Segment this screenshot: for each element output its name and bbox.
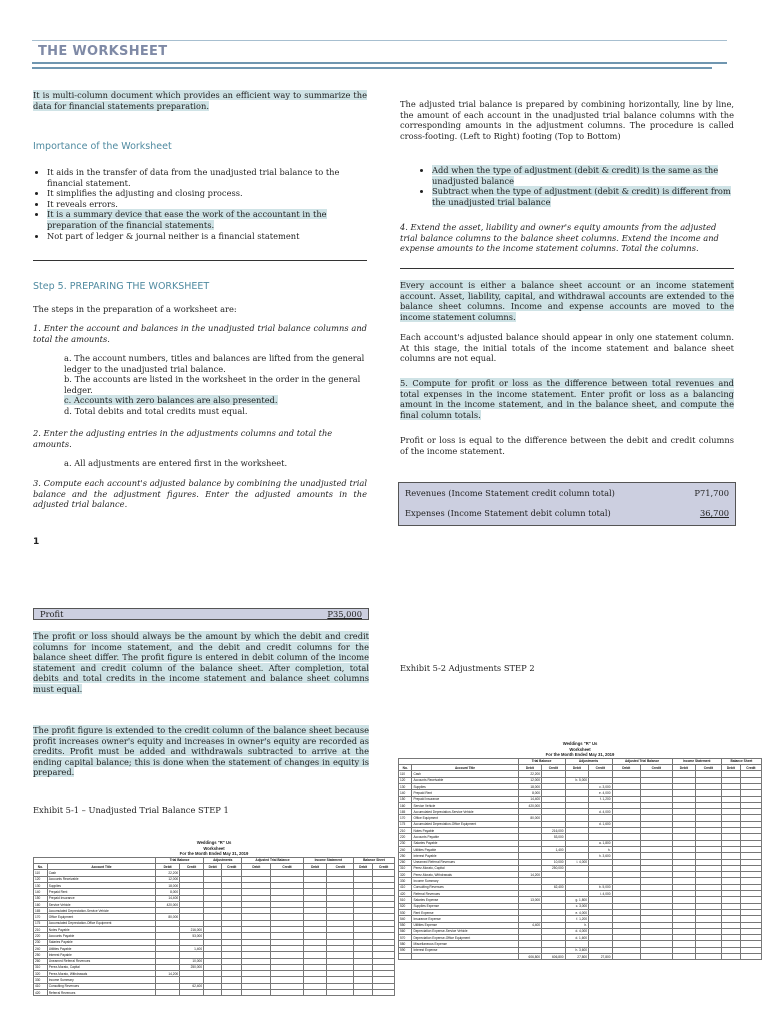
table-cell: 1,400 (180, 945, 204, 951)
ws-group-header: Balance Sheet (721, 758, 761, 764)
table-cell: 110 (34, 870, 48, 876)
table-cell: 250,000 (180, 964, 204, 970)
table-cell: Accounts Payable (412, 834, 518, 840)
table-cell: Service Vehicle (412, 802, 518, 808)
step5-step3: 3. Compute each account's adjusted balance by combining the unadjusted trial balance and the adjustment figures. Enter the adjusted amounts in the adjusted trial balance. (33, 478, 367, 510)
table-cell (373, 990, 395, 996)
table-cell: Office Equipment (47, 914, 155, 920)
table-cell: Income Summary (47, 977, 155, 983)
revenues-row (399, 483, 735, 503)
section-divider (33, 260, 367, 261)
table-cell: 216,000 (542, 828, 565, 834)
table-cell: 12,000 (156, 876, 180, 882)
profit-extension-paragraph: The profit figure is extended to the credit column of the balance sheet because profit increases owner's equity and increases in owner's equity are recorded as credits. Profit must be added and withdrawals subtracted to arrive at the ending capital balance; this is done when the statement of changes in equity is prepared. (33, 725, 369, 778)
step1-item: a. The account numbers, titles and balances are lifted from the general ledger to the unadjusted trial balance. (64, 353, 365, 374)
exhibit-5-2-caption: Exhibit 5-2 Adjustments STEP 2 (400, 663, 535, 673)
ws-sub-header: Debit (672, 765, 695, 771)
importance-bullet: • It reveals errors. (47, 199, 367, 210)
importance-bullet: • It aids in the transfer of data from the unadjusted trial balance to the financial statement. (47, 167, 367, 188)
table-cell: f. 1,200 (589, 796, 612, 802)
adjusted-balance-paragraph: Each account's adjusted balance should appear in only one statement column. At this stage, the initial totals of the income statement and balance sheet columns are not equal. (400, 332, 734, 364)
table-cell: 27,800 (589, 953, 612, 959)
table-cell: 220 (34, 933, 48, 939)
table-cell: 53,000 (180, 933, 204, 939)
table-cell: h. 3,600 (589, 853, 612, 859)
table-cell: 130 (34, 882, 48, 888)
table-cell (612, 953, 640, 959)
worksheet-caption: Weddings "R" Us Worksheet For the Month Ended May 31, 2019 (179, 840, 249, 857)
importance-list (33, 167, 367, 241)
ws-sub-header: Debit (721, 765, 740, 771)
table-cell: 110 (399, 771, 412, 777)
step5-heading: Step 5. PREPARING THE WORKSHEET (33, 281, 210, 292)
expenses-label: Expenses (Income Statement debit column total) (405, 508, 611, 518)
table-cell: e. 4,000 (565, 909, 588, 915)
profit-box (33, 608, 369, 620)
table-cell: 4,400 (518, 922, 541, 928)
table-cell: Referral Revenues (47, 990, 155, 996)
profit-loss-paragraph: Profit or loss is equal to the difference between the debit and credit columns of the income statement. (400, 435, 734, 456)
table-cell (695, 953, 721, 959)
ws-sub-header: Debit (156, 864, 180, 870)
table-cell: i. 4,000 (589, 891, 612, 897)
ws-sub-header: Credit (542, 765, 565, 771)
table-cell: 520 (399, 903, 412, 909)
exhibit-5-1-caption: Exhibit 5-1 – Unadjusted Trial Balance STEP 1 (33, 805, 229, 815)
table-cell: Accounts Receivable (47, 876, 155, 882)
table-cell (222, 990, 242, 996)
table-cell: Accounts Receivable (412, 777, 518, 783)
table-cell: 175 (34, 920, 48, 926)
ws-group-header: Trial Balance (518, 758, 565, 764)
importance-bullet: • It is a summary device that ease the work of the accountant in the preparation of the financial statements. (47, 209, 367, 230)
table-cell: Cash (412, 771, 518, 777)
ws-sub-header: Debit (242, 864, 271, 870)
table-cell (156, 990, 180, 996)
table-cell: c. 3,000 (565, 903, 588, 909)
table-cell: 420,000 (156, 901, 180, 907)
table-cell: Notes Payable (412, 828, 518, 834)
subtract-bullet: • Subtract when the type of adjustment (debit & credit) is different from the unadjusted trial balance (432, 186, 734, 207)
step5-lead: The steps in the preparation of a worksheet are: (33, 304, 237, 314)
table-cell: Perez-Morato, Withdrawals (47, 971, 155, 977)
table-cell: Interest Payable (47, 952, 155, 958)
table-cell: 410 (34, 983, 48, 989)
table-cell: 160 (399, 802, 412, 808)
table-cell: Utilities Payable (47, 945, 155, 951)
table-cell: 14,400 (156, 895, 180, 901)
table-cell: Accounts Payable (47, 933, 155, 939)
ws-sub-header: Credit (271, 864, 303, 870)
table-cell: 10,000 (180, 958, 204, 964)
worksheet-caption: Weddings "R" Us Worksheet For the Month Ended May 31, 2019 (545, 741, 615, 758)
table-cell: 540 (399, 916, 412, 922)
revenues-label: Revenues (Income Statement credit column total) (405, 488, 615, 498)
table-cell: h. 3,600 (565, 947, 588, 953)
table-cell (303, 990, 327, 996)
table-cell: 250,000 (542, 865, 565, 871)
ws-sub-header: Debit (612, 765, 640, 771)
table-cell (721, 953, 740, 959)
ws-group-header: Income Statement (672, 758, 721, 764)
table-cell: 230 (399, 840, 412, 846)
table-cell: Depreciation Expense-Office Equipment (412, 935, 518, 941)
table-cell: Salaries Payable (47, 939, 155, 945)
step5-compute: 5. Compute for profit or loss as the difference between total revenues and total expenses in the income statement. Enter profit or loss as a balancing amount in the income statement, and in the balance sheet, and compute the final column totals. (400, 378, 734, 420)
table-cell: Office Equipment (412, 815, 518, 821)
ws-sub-header: Account Title (412, 765, 518, 771)
table-cell: 170 (34, 914, 48, 920)
table-cell: Supplies (47, 882, 155, 888)
table-cell: 606,800 (542, 953, 565, 959)
table-cell: Utilities Payable (412, 846, 518, 852)
ws-sub-header: Credit (373, 864, 395, 870)
table-cell: c. 3,000 (589, 783, 612, 789)
table-cell: 330 (399, 878, 412, 884)
ws-sub-header: Credit (180, 864, 204, 870)
table-cell: 27,800 (565, 953, 588, 959)
ws-sub-header: Debit (518, 765, 541, 771)
step5-step1-items (64, 353, 367, 417)
table-cell: h. (565, 922, 588, 928)
worksheet-table (33, 857, 395, 997)
table-cell: 240 (399, 846, 412, 852)
table-cell: Consulting Revenues (412, 884, 518, 890)
table-cell: 606,800 (518, 953, 541, 959)
table-cell: Interest Expense (412, 947, 518, 953)
table-cell (412, 953, 518, 959)
table-cell: 140 (399, 790, 412, 796)
table-cell: Perez-Morato, Withdrawals (412, 872, 518, 878)
table-cell: 14,200 (156, 971, 180, 977)
table-cell: Rent Expense (412, 909, 518, 915)
table-cell: Service Vehicle (47, 901, 155, 907)
table-cell: Income Summary (412, 878, 518, 884)
adjusted-tb-paragraph: The adjusted trial balance is prepared by combining horizontally, line by line, the amount of each account in the unadjusted trial balance columns with the corresponding amounts in the adjustment columns. The procedure is called cross-footing. (Left to Right) footing (Top to Bottom) (400, 99, 734, 141)
step1-item: c. Accounts with zero balances are also presented. (64, 395, 278, 406)
table-cell: 230 (34, 939, 48, 945)
table-cell: 175 (399, 821, 412, 827)
ws-sub-header: Credit (327, 864, 354, 870)
table-cell (271, 990, 303, 996)
table-cell: 170 (399, 815, 412, 821)
table-cell (640, 953, 672, 959)
ws-sub-header: Credit (222, 864, 242, 870)
table-cell: Accumulated Depreciation-Office Equipment (47, 920, 155, 926)
table-cell: 62,400 (542, 884, 565, 890)
table-cell: 420 (399, 891, 412, 897)
intro-paragraph: It is multi-column document which provides an efficient way to summarize the data for financial statements preparation. (33, 90, 367, 111)
table-cell: 14,400 (518, 796, 541, 802)
title-rule (32, 62, 727, 64)
profit-paragraph: The profit or loss should always be the amount by which the debit and credit columns for income statement, and the debit and credit columns for the balance sheet differ. The profit figure is entered in debit column of the income statement and credit column of the balance sheet. After completion, total debits and total credits in the income statement and balance sheet columns must equal. (33, 631, 369, 694)
table-cell: 8,000 (156, 889, 180, 895)
table-cell: 13,000 (518, 897, 541, 903)
step1-item: d. Total debits and total credits must equal. (64, 405, 248, 416)
table-row (34, 990, 395, 996)
table-cell: f. 1,200 (565, 916, 588, 922)
table-cell: 8,000 (518, 790, 541, 796)
table-cell: 165 (399, 809, 412, 815)
worksheet-unadjusted (33, 840, 395, 1024)
table-cell: Referral Revenues (412, 891, 518, 897)
table-cell (204, 990, 222, 996)
table-cell: 410 (399, 884, 412, 890)
section-divider (400, 268, 734, 269)
table-cell: 570 (399, 935, 412, 941)
ws-group-header: Adjusted Trial Balance (242, 857, 303, 863)
table-cell: 14,200 (518, 872, 541, 878)
revenue-expense-box (398, 482, 736, 526)
table-cell: Notes Payable (47, 927, 155, 933)
table-cell: 18,000 (156, 882, 180, 888)
table-cell: 420 (34, 990, 48, 996)
table-cell: 150 (399, 796, 412, 802)
importance-bullet: • It simplifies the adjusting and closing process. (47, 188, 367, 199)
table-cell: 530 (399, 909, 412, 915)
table-cell: 420,000 (518, 802, 541, 808)
table-cell: Prepaid Insurance (47, 895, 155, 901)
table-cell: Insurance Expense (412, 916, 518, 922)
ws-sub-header: Debit (303, 864, 327, 870)
table-cell: 310 (399, 865, 412, 871)
title-rule-bottom (32, 67, 712, 69)
account-type-paragraph: Every account is either a balance sheet account or an income statement account. Asset, liability, capital, and withdrawal accounts are extended to the balance sheet columns. Income and expense accounts are moved to the income statement columns. (400, 280, 734, 322)
table-cell (399, 953, 412, 959)
step1-item: b. The accounts are listed in the worksheet in the order in the general ledger. (64, 374, 361, 395)
table-cell: 22,200 (156, 870, 180, 876)
table-cell: 120 (399, 777, 412, 783)
table-cell: g. 1,800 (565, 897, 588, 903)
table-cell: 80,000 (518, 815, 541, 821)
table-cell: 165 (34, 908, 48, 914)
table-cell: Accumulated Depreciation-Office Equipment (412, 821, 518, 827)
table-cell: 240 (34, 945, 48, 951)
table-cell: a. 1,800 (589, 840, 612, 846)
table-cell: Miscellaneous Expense (412, 941, 518, 947)
table-cell: 550 (399, 922, 412, 928)
table-cell: Utilities Expense (412, 922, 518, 928)
profit-label: Profit (40, 609, 64, 619)
table-cell: e. 4,000 (589, 790, 612, 796)
ws-sub-header: Credit (640, 765, 672, 771)
ws-group-header: Balance Sheet (353, 857, 394, 863)
table-cell (180, 990, 204, 996)
table-cell: Unearned Referral Revenues (47, 958, 155, 964)
table-cell (672, 953, 695, 959)
importance-heading: Importance of the Worksheet (33, 141, 172, 152)
table-cell: 140 (34, 889, 48, 895)
step5-step2-item: a. All adjustments are entered first in the worksheet. (64, 458, 288, 468)
ws-sub-header: Debit (353, 864, 372, 870)
table-cell: Supplies Expense (412, 903, 518, 909)
ws-group-header: Adjusted Trial Balance (612, 758, 672, 764)
title-rule-top (32, 40, 727, 41)
table-cell: 310 (34, 964, 48, 970)
table-cell: 210 (34, 927, 48, 933)
step5-step2: 2. Enter the adjusting entries in the adjustments columns and total the amounts. (33, 428, 333, 449)
table-cell: 330 (34, 977, 48, 983)
table-cell: Unearned Referral Revenues (412, 859, 518, 865)
ws-group-header: Adjustments (565, 758, 612, 764)
table-cell: 80,000 (156, 914, 180, 920)
ws-group-header: Adjustments (204, 857, 242, 863)
table-cell: 320 (399, 872, 412, 878)
table-cell: Accumulated Depreciation-Service Vehicle (412, 809, 518, 815)
add-bullet: • Add when the type of adjustment (debit & credit) is the same as the unadjusted balance (432, 165, 734, 186)
ws-sub-header: No. (34, 864, 48, 870)
ws-sub-header: Debit (565, 765, 588, 771)
ws-group-header: Trial Balance (156, 857, 204, 863)
table-cell: 10,000 (542, 859, 565, 865)
table-cell: 220 (399, 834, 412, 840)
table-cell: h. (589, 846, 612, 852)
table-cell: 560 (399, 928, 412, 934)
table-cell: 53,000 (542, 834, 565, 840)
importance-bullet: • Not part of ledger & journal neither is a financial statement (47, 231, 367, 242)
worksheet-table (398, 758, 762, 961)
add-subtract-list (418, 165, 734, 207)
table-cell: Cash (47, 870, 155, 876)
table-cell: 580 (399, 941, 412, 947)
step5-step1: 1. Enter the account and balances in the unadjusted trial balance columns and total the amounts. (33, 323, 367, 344)
table-row (399, 953, 762, 959)
table-cell: Depreciation Expense-Service Vehicle (412, 928, 518, 934)
revenues-value: P71,700 (694, 488, 729, 498)
table-cell: 210 (399, 828, 412, 834)
profit-value: P35,000 (327, 609, 362, 619)
table-cell: 62,400 (180, 983, 204, 989)
expenses-row (399, 503, 735, 523)
table-cell: 160 (34, 901, 48, 907)
table-cell: 12,000 (518, 777, 541, 783)
table-cell (242, 990, 271, 996)
table-cell: 250 (34, 952, 48, 958)
ws-sub-header: No. (399, 765, 412, 771)
page-title: THE WORKSHEET (38, 44, 168, 59)
table-cell: Perez-Morato, Capital (47, 964, 155, 970)
table-cell (740, 953, 761, 959)
table-cell: 1,400 (542, 846, 565, 852)
table-cell: Interest Payable (412, 853, 518, 859)
table-cell: 260 (34, 958, 48, 964)
table-cell: Consulting Revenues (47, 983, 155, 989)
table-cell: 510 (399, 897, 412, 903)
ws-sub-header: Credit (589, 765, 612, 771)
table-cell: Prepaid Rent (412, 790, 518, 796)
table-cell: Perez-Morato, Capital (412, 865, 518, 871)
table-cell: d. 1,600 (589, 821, 612, 827)
ws-sub-header: Account Title (47, 864, 155, 870)
ws-group-header: Income Statement (303, 857, 353, 863)
table-cell: d. 1,600 (565, 935, 588, 941)
table-cell: Salaries Expense (412, 897, 518, 903)
table-cell: 216,000 (180, 927, 204, 933)
worksheet-adjustments (398, 741, 762, 960)
ws-sub-header: Debit (204, 864, 222, 870)
table-cell: 130 (399, 783, 412, 789)
table-cell: 260 (399, 859, 412, 865)
table-cell: 320 (34, 971, 48, 977)
page-number: 1 (33, 537, 40, 547)
table-cell: Accumulated Depreciation-Service Vehicle (47, 908, 155, 914)
ws-sub-header: Credit (695, 765, 721, 771)
table-cell (327, 990, 354, 996)
table-cell: d. 4,000 (589, 809, 612, 815)
expenses-value: 36,700 (699, 508, 729, 518)
table-cell: 22,200 (518, 771, 541, 777)
table-cell: d. 4,000 (565, 928, 588, 934)
table-cell (353, 990, 372, 996)
table-cell: b. 5,000 (589, 884, 612, 890)
table-cell: 18,000 (518, 783, 541, 789)
table-cell: 120 (34, 876, 48, 882)
table-cell: 250 (399, 853, 412, 859)
table-cell: 590 (399, 947, 412, 953)
table-cell: 150 (34, 895, 48, 901)
table-cell: i. 4,000 (565, 859, 588, 865)
table-cell: Prepaid Insurance (412, 796, 518, 802)
table-cell: Prepaid Rent (47, 889, 155, 895)
table-cell: Supplies (412, 783, 518, 789)
table-cell: b. 5,000 (565, 777, 588, 783)
step4: 4. Extend the asset, liability and owner's equity amounts from the adjusted trial balance columns to the balance sheet columns. Extend the income and expense amounts to the income statement columns. Total the columns. (400, 222, 719, 254)
table-cell: Salaries Payable (412, 840, 518, 846)
ws-sub-header: Credit (740, 765, 761, 771)
